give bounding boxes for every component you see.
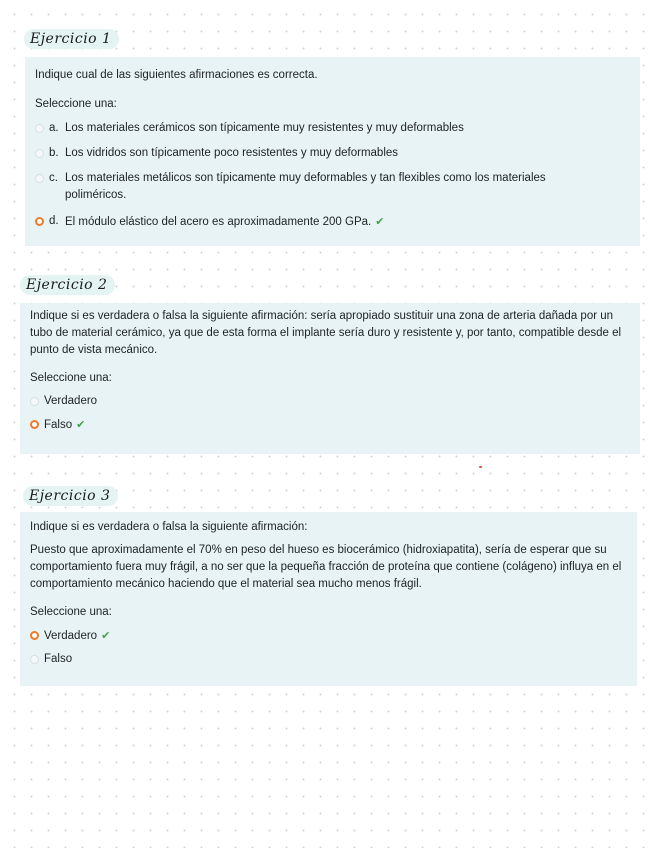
stray-mark xyxy=(479,466,482,468)
radio-unselected-icon[interactable] xyxy=(30,397,39,406)
option-letter: c. xyxy=(49,172,58,184)
option-text: Falso xyxy=(44,419,73,431)
exercise-1-card xyxy=(25,57,640,246)
exercise-1-option-a[interactable] xyxy=(35,120,630,137)
exercise-1-heading: Ejercicio 1 xyxy=(24,29,119,49)
radio-unselected-icon[interactable] xyxy=(35,149,44,158)
option-text: El módulo elástico del acero es aproximadamente 200 GPa. xyxy=(65,216,372,228)
radio-unselected-icon[interactable] xyxy=(30,655,39,664)
exercise-3-intro: Indique si es verdadera o falsa la siguiente afirmación: xyxy=(30,521,308,533)
option-text: Falso xyxy=(44,653,73,665)
exercise-3-prompt: Seleccione una: xyxy=(30,606,112,618)
option-text: Verdadero xyxy=(44,630,98,642)
radio-selected-icon[interactable] xyxy=(35,217,44,226)
exercise-2-option-falso[interactable] xyxy=(30,416,630,434)
exercise-3-option-falso[interactable] xyxy=(30,651,627,668)
exercise-2-prompt: Seleccione una: xyxy=(30,372,112,384)
radio-selected-icon[interactable] xyxy=(30,631,39,640)
correct-check-icon: ✔ xyxy=(101,629,111,642)
option-text: Los vidridos son típicamente poco resistentes y muy deformables xyxy=(65,147,399,159)
option-letter: b. xyxy=(49,147,59,159)
option-letter: a. xyxy=(49,122,59,134)
exercise-2-card xyxy=(20,303,640,454)
radio-selected-icon[interactable] xyxy=(30,420,39,429)
exercise-2-question: Indique si es verdadera o falsa la siguiente afirmación: sería apropiado sustituir una zona de arteria dañada por un tubo de material cerámico, ya que de esta forma el implante sería duro y resistente y, por tanto, compatible desde el punto de vista mecánico. xyxy=(30,310,622,356)
option-text: Verdadero xyxy=(44,395,98,407)
exercise-1-option-d[interactable] xyxy=(35,213,630,231)
exercise-3-card xyxy=(20,512,637,686)
exercise-3-heading: Ejercicio 3 xyxy=(23,486,118,506)
exercise-3-statement: Puesto que aproximadamente el 70% en peso del hueso es biocerámico (hidroxiapatita), sería de esperar que su comportamiento fuera muy frágil, a no ser que la pequeña fracción de proteína que contiene (colágeno) influya en el comportamiento mecánico haciendo que el material sea mucho menos frágil. xyxy=(30,544,622,590)
exercise-2-option-verdadero[interactable] xyxy=(30,393,630,410)
exercise-1-prompt: Seleccione una: xyxy=(35,98,117,110)
correct-check-icon: ✔ xyxy=(76,418,86,431)
exercise-3-option-verdadero[interactable] xyxy=(30,627,627,645)
correct-check-icon: ✔ xyxy=(375,215,385,228)
radio-unselected-icon[interactable] xyxy=(35,174,44,183)
option-text: Los materiales cerámicos son típicamente muy resistentes y muy deformables xyxy=(65,122,464,134)
exercise-1-question: Indique cual de las siguientes afirmaciones es correcta. xyxy=(35,69,318,81)
exercise-1-option-c[interactable] xyxy=(35,170,630,204)
radio-unselected-icon[interactable] xyxy=(35,124,44,133)
exercise-2-heading: Ejercicio 2 xyxy=(20,275,115,295)
option-letter: d. xyxy=(49,215,59,227)
exercise-1-option-b[interactable] xyxy=(35,145,630,162)
option-text: Los materiales metálicos son típicamente muy deformables y tan flexibles como los materiales poliméricos. xyxy=(65,172,546,201)
